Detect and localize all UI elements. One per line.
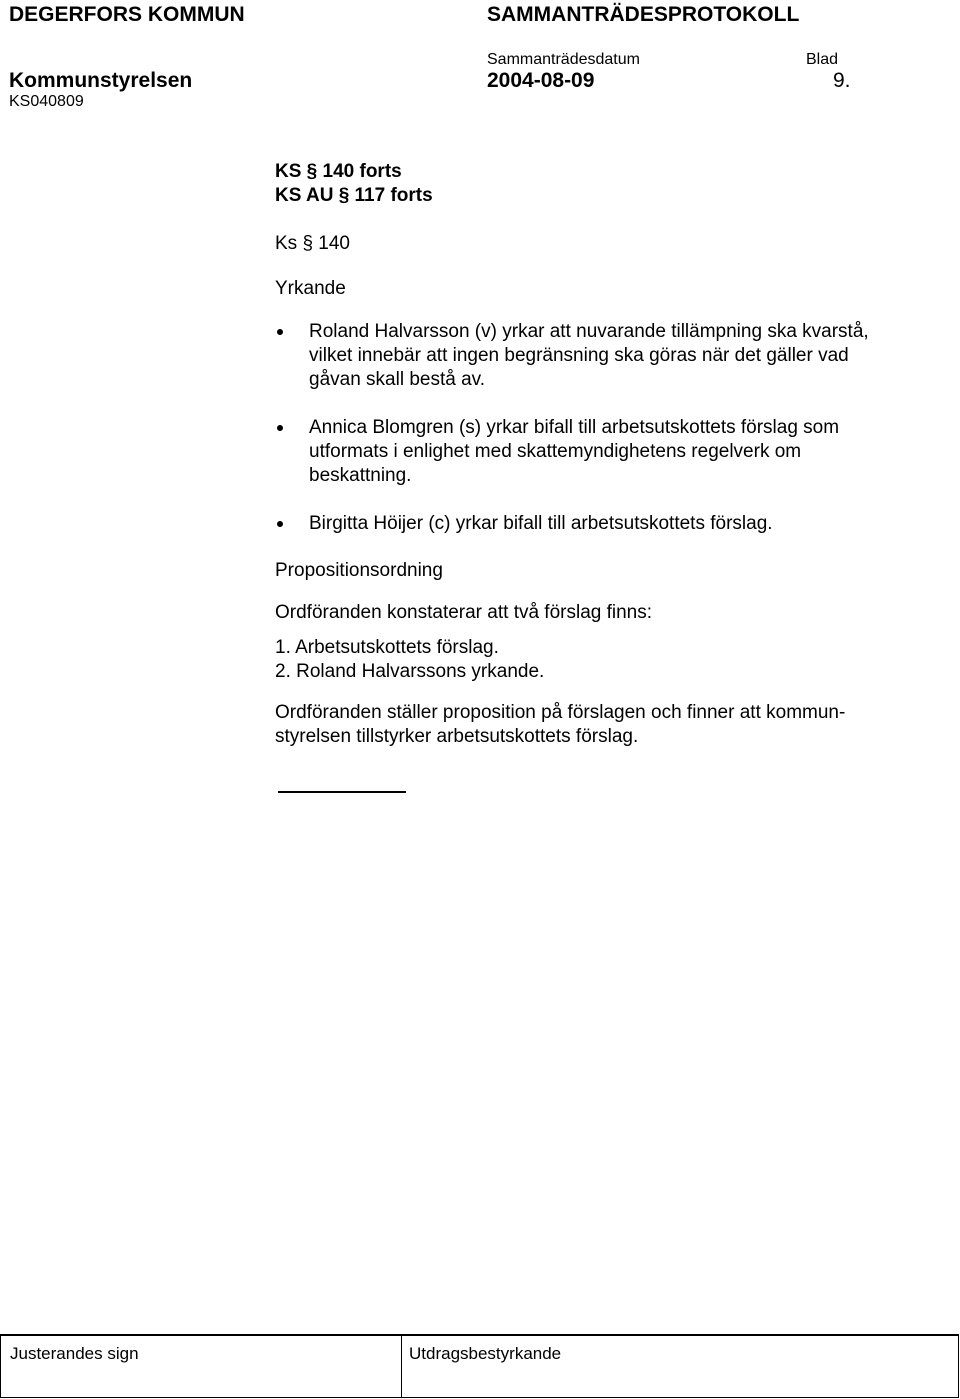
justerandes-sign-label: Justerandes sign (10, 1344, 139, 1363)
sheet-label: Blad (806, 51, 839, 68)
motion-line: Birgitta Höijer (c) yrkar bifall till arbetsutskottets förslag. (309, 513, 773, 534)
org-name: DEGERFORS KOMMUN (9, 3, 245, 26)
yrkande-heading: Yrkande (275, 278, 346, 299)
section-ref-ks-au: KS AU § 117 forts (275, 185, 433, 206)
bullet-icon (277, 521, 283, 527)
proposition-conclusion: styrelsen tillstyrker arbetsutskottets förslag. (275, 726, 639, 747)
footer-divider (401, 1336, 402, 1398)
reference-code: KS040809 (9, 93, 84, 110)
section-ref-ks: KS § 140 forts (275, 161, 402, 182)
signature-footer (0, 1334, 959, 1398)
proposition-option: 1. Arbetsutskottets förslag. (275, 637, 499, 658)
motion-line: gåvan skall bestå av. (309, 369, 486, 390)
bullet-icon (277, 329, 283, 335)
sheet-number: 9. (833, 69, 851, 92)
section-ref-short: Ks § 140 (275, 233, 350, 254)
motion-line: beskattning. (309, 465, 412, 486)
motion-line: Annica Blomgren (s) yrkar bifall till arbetsutskottets förslag som (309, 417, 840, 438)
proposition-conclusion: Ordföranden ställer proposition på förslagen och finner att kommun- (275, 702, 846, 723)
motion-line: vilket innebär att ingen begränsning ska göras när det gäller vad (309, 345, 849, 366)
motion-line: Roland Halvarsson (v) yrkar att nuvarande tillämpning ska kvarstå, (309, 321, 869, 342)
body-name: Kommunstyrelsen (9, 69, 193, 92)
bullet-icon (277, 425, 283, 431)
section-separator (278, 791, 406, 793)
proposition-option: 2. Roland Halvarssons yrkande. (275, 661, 545, 682)
proposition-intro: Ordföranden konstaterar att två förslag finns: (275, 602, 653, 623)
document-type: SAMMANTRÄDESPROTOKOLL (487, 3, 800, 26)
date-label: Sammanträdesdatum (487, 51, 640, 68)
meeting-date: 2004-08-09 (487, 69, 595, 92)
proposition-heading: Propositionsordning (275, 560, 443, 581)
utdragsbestyrkande-label: Utdragsbestyrkande (409, 1344, 562, 1363)
motion-line: utformats i enlighet med skattemyndighetens regelverk om (309, 441, 802, 462)
